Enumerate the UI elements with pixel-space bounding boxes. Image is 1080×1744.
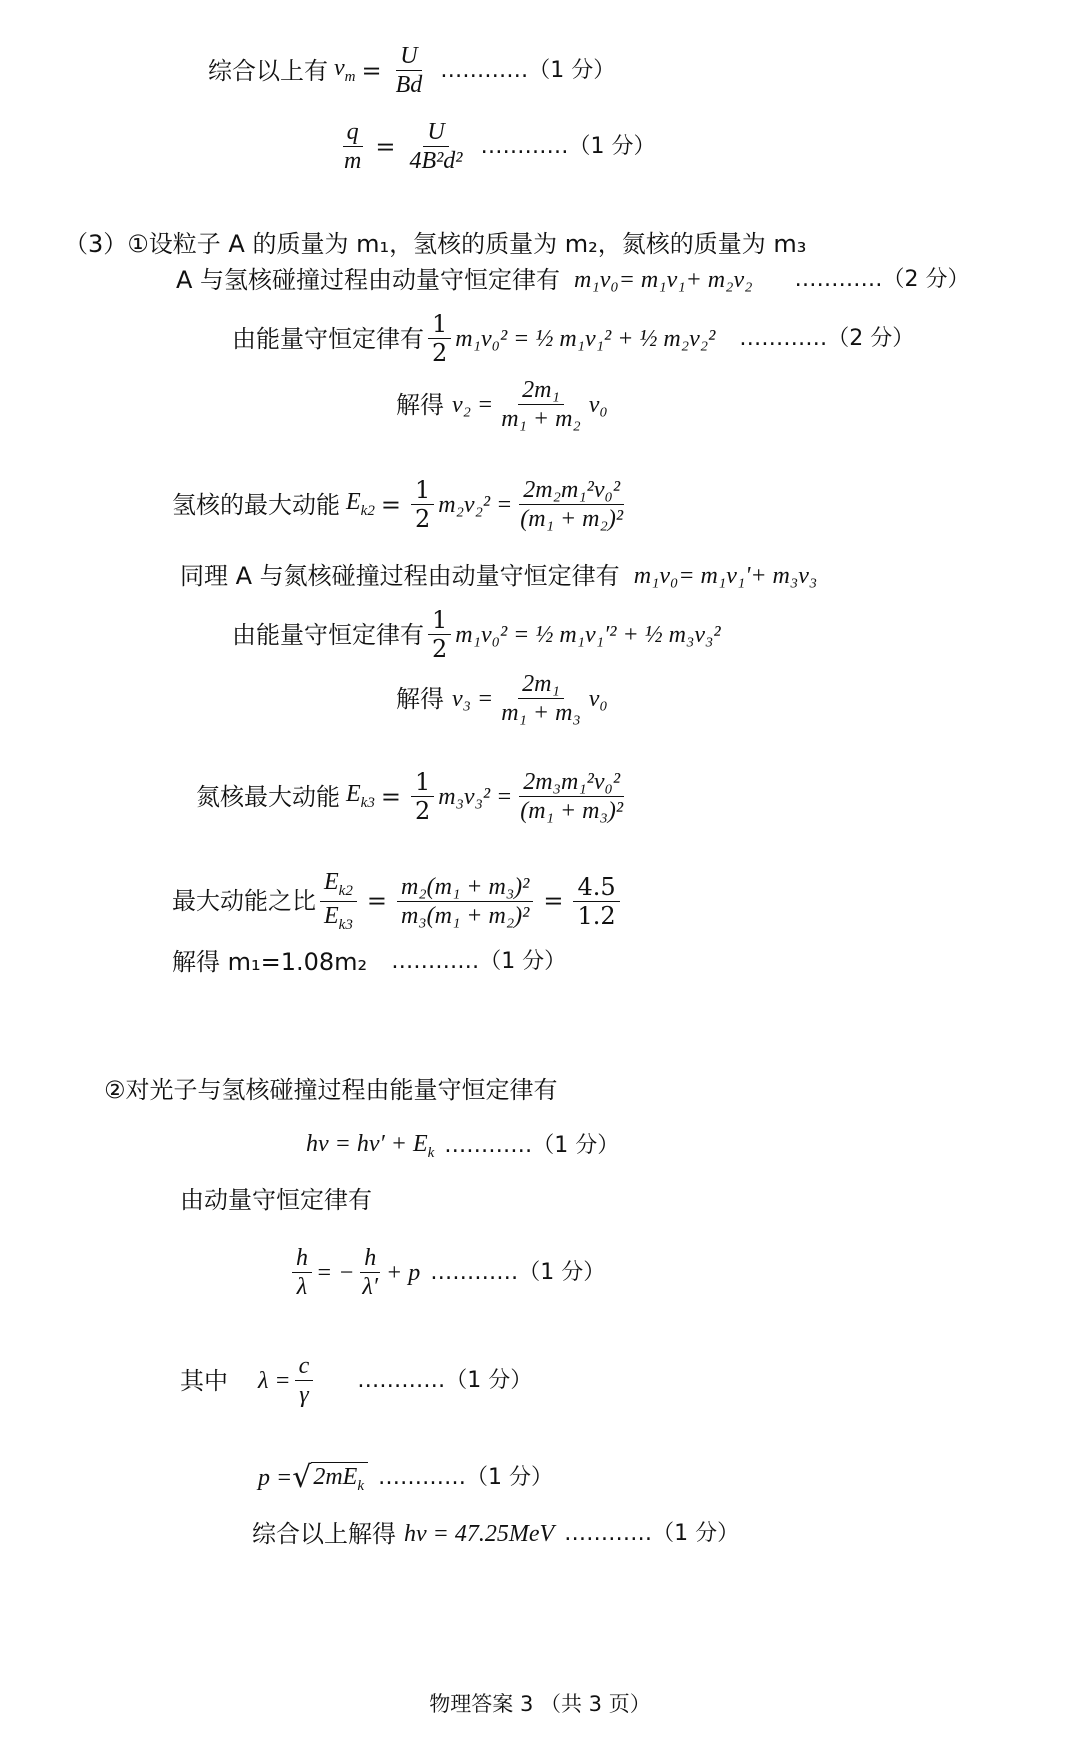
score-mark: …………（1 分） <box>357 1367 533 1393</box>
score-mark: …………（1 分） <box>440 57 616 83</box>
score-mark: …………（1 分） <box>564 1521 740 1546</box>
final-result <box>252 1522 739 1546</box>
where-text: 其中 <box>180 1366 228 1395</box>
energy2-line: 由能量守恒定律有 $\frac{1}{2}$ m₁v₀² = ½ m₁v₁′² + ½ m₃v₃² <box>232 606 721 663</box>
momentum-p-eq: p = √ $2mE_k$ …………（1 分） <box>258 1459 553 1495</box>
momentum-text-2: 由动量守恒定律有 <box>180 1186 372 1214</box>
solve-text: 解得 <box>396 390 444 419</box>
v2-lhs: v₂ = <box>452 391 494 418</box>
ek3-line: 氮核最大动能 $E_{k3}$ = $\frac{1}{2}$ m₃v₃² = $\frac{\text{2m₃m₁²v₀²}}{\text{(m₁ + m₃)²}}$ <box>196 768 624 825</box>
page-footer: 物理答案 3 （共 3 页） <box>429 1692 651 1716</box>
similar-eq: m₁v₀= m₁v₁'+ m₃v₃ <box>633 563 818 589</box>
ratio-text: 最大动能之比 <box>172 887 316 916</box>
result-line <box>172 950 566 974</box>
sqrt-symbol: √ $2mE_k$ <box>292 1462 368 1494</box>
part3-heading: （3）①设粒子 A 的质量为 m₁，氢核的质量为 m₂，氮核的质量为 m₃ <box>64 230 807 258</box>
score-mark: …………（1 分） <box>391 949 567 974</box>
momentum-text: A 与氢核碰撞过程由动量守恒定律有 <box>176 266 561 294</box>
energy-text: 由能量守恒定律有 <box>232 324 424 353</box>
energy2-text: 由能量守恒定律有 <box>232 620 424 649</box>
momentum-eq: m₁v₀= m₁v₁+ m₂v₂ <box>574 267 753 293</box>
vm-fraction: $\frac{U}{Bd}$ <box>395 43 423 98</box>
ratio-line: 最大动能之比 $\frac{E_{k2}}{E_{k3}}$ = $\frac{\text{m₂(m₁ + m₃)²}}{\text{m₃(m₁ + m₂)²}}$ = $\frac{4.5}{1.2}$ <box>172 868 624 935</box>
intro-text: 综合以上有 <box>208 56 328 85</box>
v3-solution: 解得 v₃ = $\frac{\text{2m₁}}{\text{m₁ + m₃}}$ v₀ <box>396 671 608 726</box>
ek2-line: 氢核的最大动能 $E_{k2}$ = $\frac{1}{2}$ m₂v₂² = $\frac{\text{2m₂m₁²v₀²}}{\text{(m₁ + m₂)²}}$ <box>172 476 624 533</box>
energy2-eq: m₁v₀² = ½ m₁v₁′² + ½ m₃v₃² <box>455 621 721 648</box>
wavelength-eq: 其中 λ = $\frac{c}{\gamma}$ …………（1 分） <box>180 1353 533 1408</box>
result-text: 解得 m₁=1.08m₂ <box>172 948 368 976</box>
similar-line <box>180 564 817 588</box>
score-mark: …………（1 分） <box>378 1464 553 1490</box>
score-mark: …………（1 分） <box>430 1259 606 1285</box>
part2-heading: ②对光子与氢核碰撞过程由能量守恒定律有 <box>104 1076 558 1104</box>
qm-fraction: $\frac{q}{m}$ <box>344 119 362 174</box>
photon-energy-eq: $h\nu = h\nu' + E_k$ …………（1 分） <box>306 1131 620 1161</box>
final-eq: hν = 47.25MeV <box>404 1521 555 1547</box>
vm-symbol: $v_m$ <box>334 55 356 85</box>
score-mark: …………（1 分） <box>444 1133 620 1159</box>
score-mark: …………（2 分） <box>794 267 970 292</box>
u-fraction: $\frac{U}{\text{4B²d²}}$ <box>409 119 463 174</box>
ek3-text: 氮核最大动能 <box>196 782 340 811</box>
score-mark: …………（2 分） <box>739 325 915 351</box>
similar-text: 同理 A 与氮核碰撞过程由动量守恒定律有 <box>180 562 620 590</box>
qm-equation: $\frac{q}{m}$ = $\frac{U}{\text{4B²d²}}$ …………（1 分） <box>336 118 656 175</box>
momentum-line <box>176 268 969 292</box>
final-text: 综合以上解得 <box>252 1520 396 1548</box>
ek2-text: 氢核的最大动能 <box>172 490 340 519</box>
vm-equation: 综合以上有 $v_m$ = $\frac{U}{Bd}$ …………（1 分） <box>208 43 616 98</box>
energy-line: 由能量守恒定律有 $\frac{1}{2}$ m₁v₀² = ½ m₁v₁² + ½ m₂v₂² …………（2 分） <box>232 310 915 367</box>
solve-text: 解得 <box>396 684 444 713</box>
photon-momentum-eq: $\frac{h}{\lambda}$ = − $\frac{h}{\lambda'}$ + p …………（1 分） <box>288 1244 605 1301</box>
v2-solution: 解得 v₂ = $\frac{\text{2m₁}}{\text{m₁ + m₂}}$ v₀ <box>396 377 608 432</box>
energy-eq: m₁v₀² = ½ m₁v₁² + ½ m₂v₂² <box>455 325 716 352</box>
score-mark: …………（1 分） <box>480 133 656 159</box>
